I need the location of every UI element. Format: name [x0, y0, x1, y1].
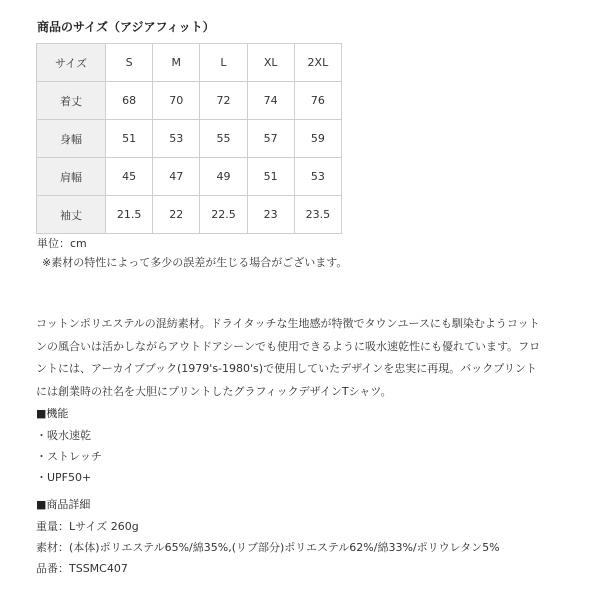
- table-cell: 76: [294, 82, 341, 120]
- table-cell: 51: [106, 120, 153, 158]
- details-heading: ■商品詳細: [36, 498, 91, 511]
- description-line: ントには、アーカイブブック(1979's-1980's)で使用していたデザインを忠実に再現。バックプリント: [36, 362, 537, 375]
- table-cell: 74: [247, 82, 294, 120]
- table-cell: 57: [247, 120, 294, 158]
- header-cell-2xl: 2XL: [294, 44, 341, 82]
- feature-item: ・UPF50+: [36, 471, 92, 484]
- header-cell-m: M: [153, 44, 200, 82]
- table-cell: 70: [153, 82, 200, 120]
- table-cell: 53: [294, 158, 341, 196]
- detail-product-code: 品番：TSSMC407: [36, 562, 128, 575]
- table-row: [37, 82, 342, 120]
- row-label: 身幅: [37, 120, 106, 158]
- table-cell: 68: [106, 82, 153, 120]
- size-section-title: 商品のサイズ（アジアフィット）: [37, 20, 215, 34]
- header-cell-l: L: [200, 44, 247, 82]
- table-cell: 45: [106, 158, 153, 196]
- product-description: [36, 313, 556, 403]
- size-table: [36, 43, 342, 234]
- table-cell: 22.5: [200, 196, 247, 234]
- detail-weight: 重量：Lサイズ 260g: [36, 520, 139, 533]
- table-cell: 23.5: [294, 196, 341, 234]
- table-cell: 51: [247, 158, 294, 196]
- row-label: 着丈: [37, 82, 106, 120]
- table-cell: 59: [294, 120, 341, 158]
- table-cell: 21.5: [106, 196, 153, 234]
- table-cell: 22: [153, 196, 200, 234]
- table-cell: 55: [200, 120, 247, 158]
- table-row: [37, 196, 342, 234]
- row-label: 肩幅: [37, 158, 106, 196]
- row-label: 袖丈: [37, 196, 106, 234]
- description-line: ンの風合いは活かしながらアウトドアシーンでも使用できるように吸水速乾性にも優れています。フロ: [36, 339, 541, 353]
- table-cell: 49: [200, 158, 247, 196]
- table-cell: 47: [153, 158, 200, 196]
- feature-item: ・ストレッチ: [36, 450, 102, 463]
- header-cell-s: S: [106, 44, 153, 82]
- table-cell: 53: [153, 120, 200, 158]
- header-cell-xl: XL: [247, 44, 294, 82]
- disclaimer-note: ※素材の特性によって多少の誤差が生じる場合がございます。: [42, 256, 348, 269]
- table-cell: 72: [200, 82, 247, 120]
- unit-note: 単位：cm: [37, 237, 87, 250]
- table-row: [37, 120, 342, 158]
- table-row: [37, 158, 342, 196]
- feature-item: ・吸水速乾: [36, 429, 91, 442]
- header-cell-size-label: サイズ: [37, 44, 106, 82]
- table-cell: 23: [247, 196, 294, 234]
- description-line: には創業時の社名を大胆にプリントしたグラフィックデザインTシャツ。: [36, 384, 392, 398]
- features-heading: ■機能: [36, 407, 69, 420]
- description-line: コットンポリエステルの混紡素材。ドライタッチな生地感が特徴でタウンユースにも馴染むようコット: [36, 317, 540, 330]
- detail-material: 素材：(本体)ポリエステル65%/綿35%,(リブ部分)ポリエステル62%/綿33%/ポリウレタン5%: [36, 541, 500, 554]
- size-table-header-row: [37, 44, 342, 82]
